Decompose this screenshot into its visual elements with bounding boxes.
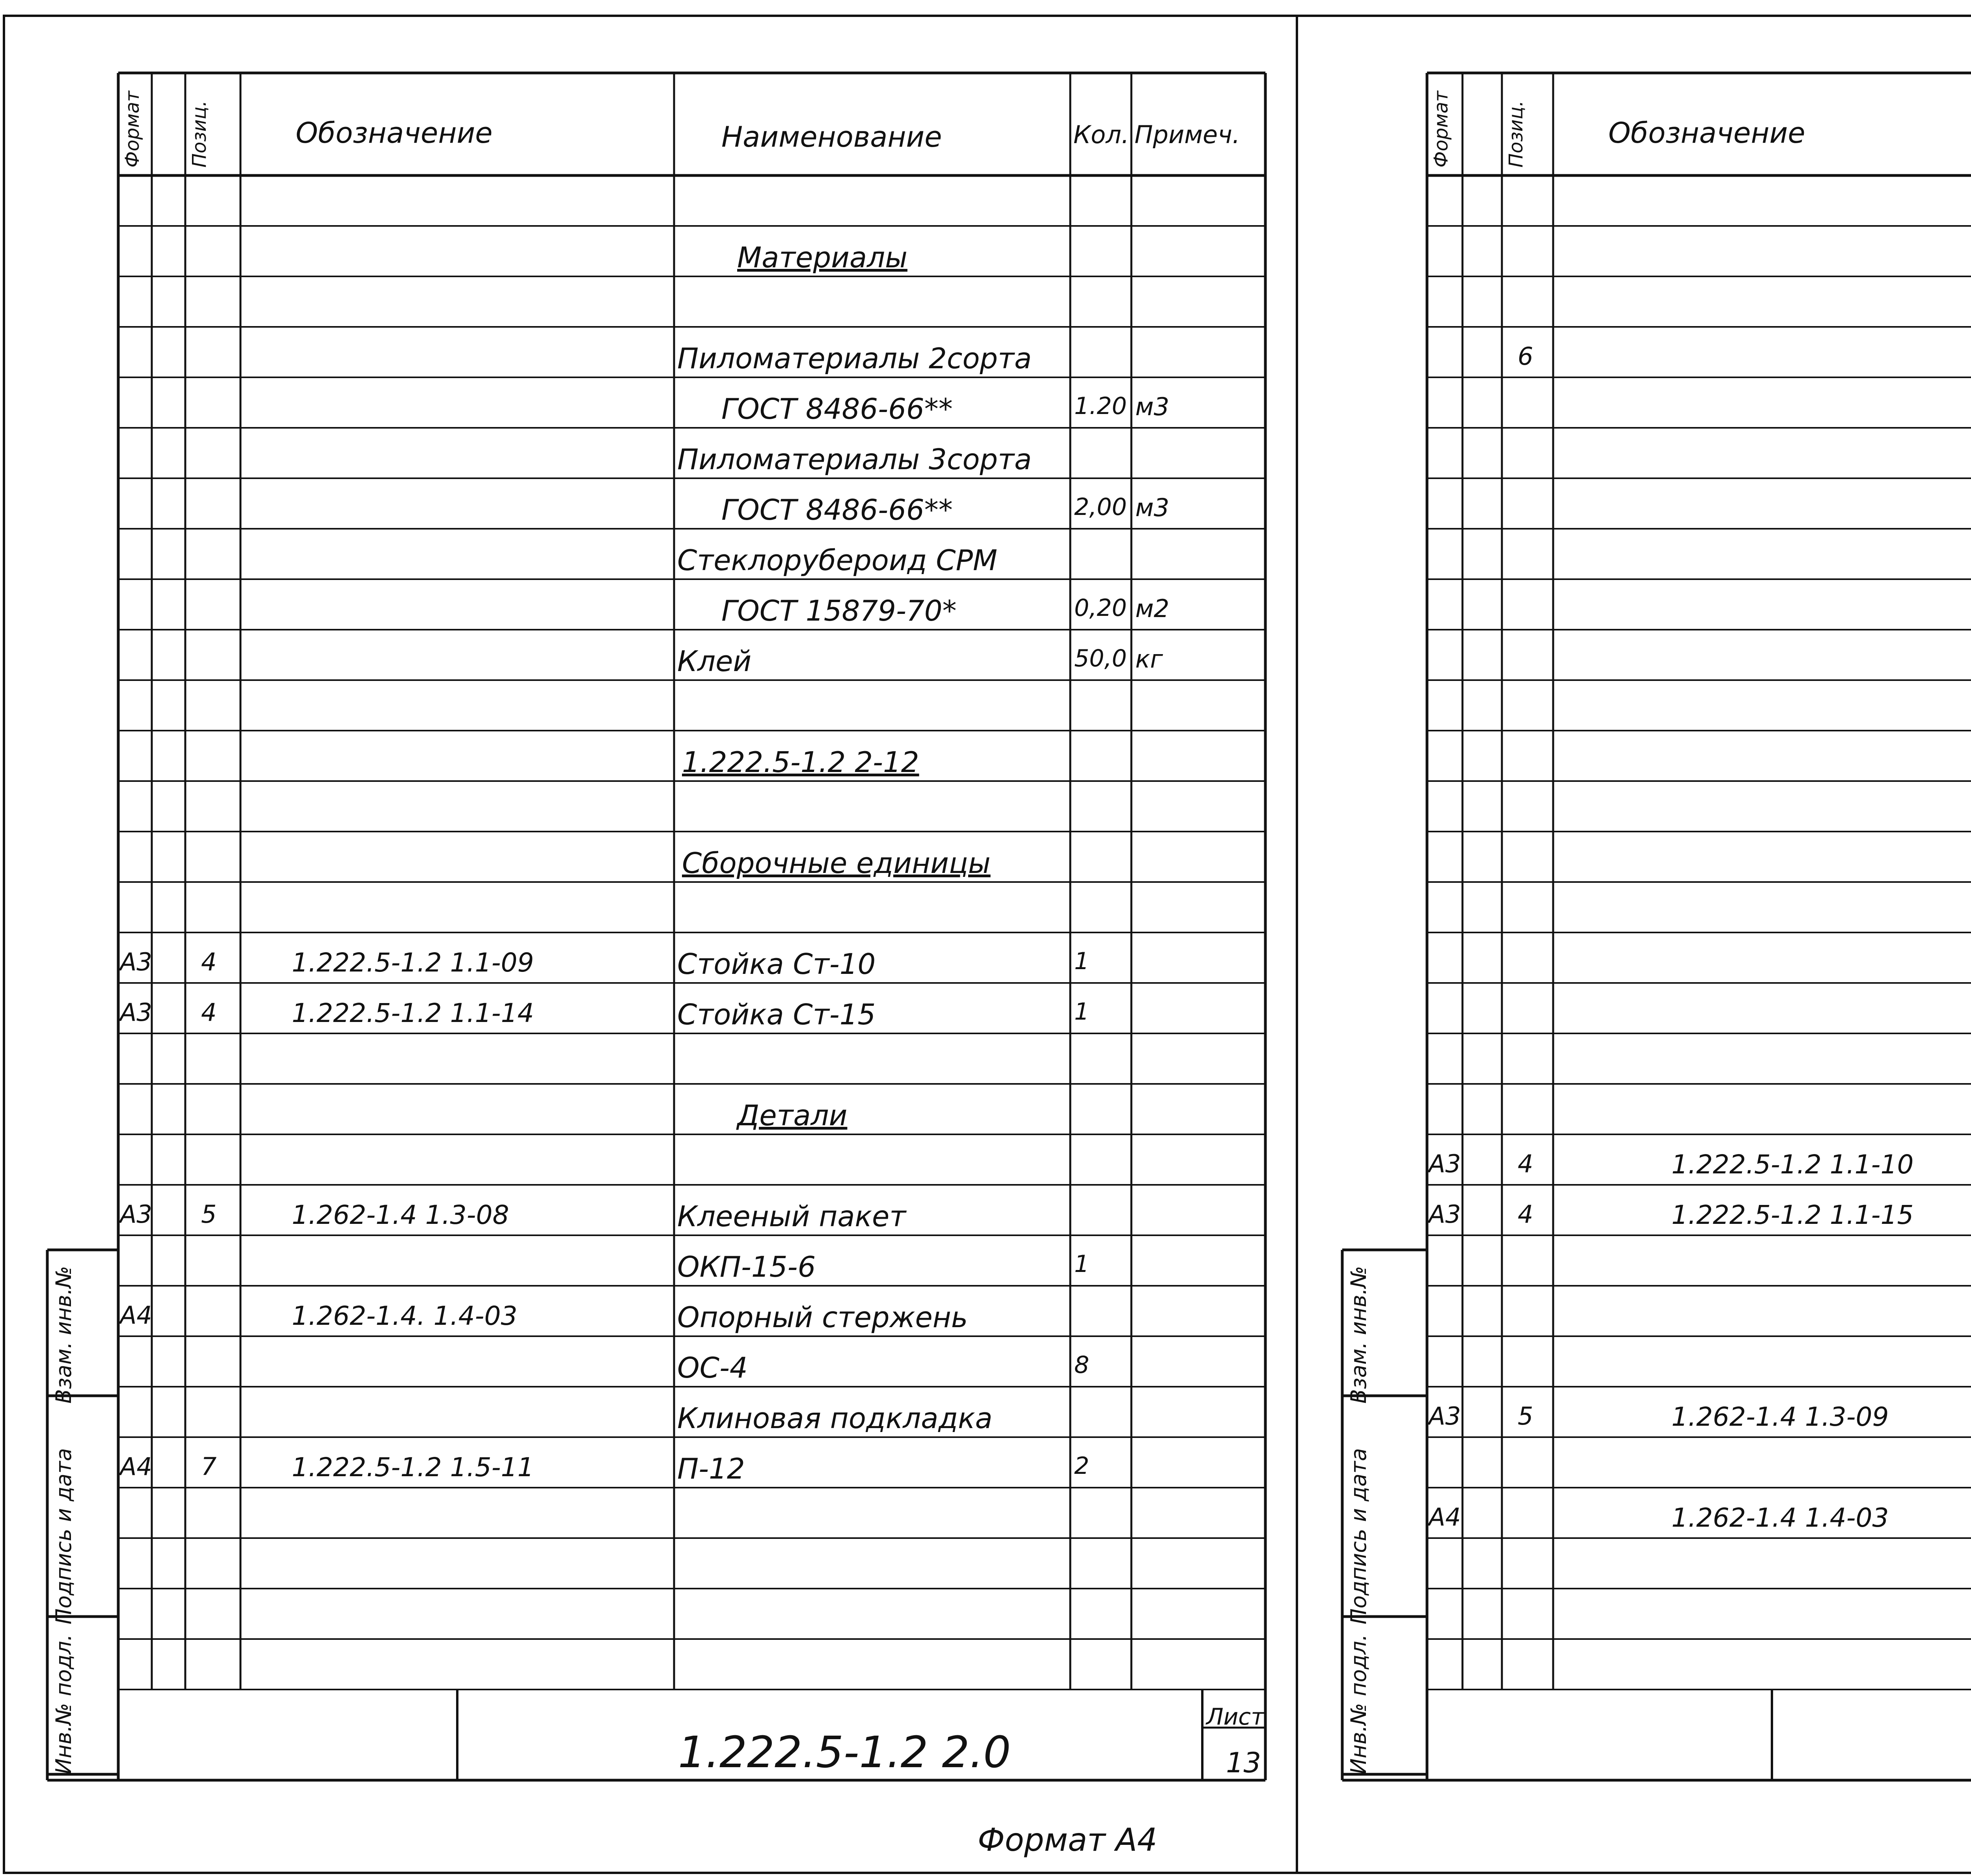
header-name: Наименование	[721, 120, 942, 153]
section-heading: Детали	[737, 1099, 848, 1132]
row-note: кг	[1135, 645, 1163, 673]
header-designation: Обозначение	[1608, 116, 1805, 149]
row-qty: 1	[1074, 998, 1090, 1026]
row-position: 5	[1518, 1402, 1533, 1430]
row-name: ГОСТ 15879-70*	[721, 594, 957, 627]
row-position: 7	[201, 1452, 217, 1481]
section-heading: Сборочные единицы	[682, 847, 991, 880]
row-position: 6	[1518, 342, 1533, 371]
row-qty: 1.20	[1074, 392, 1127, 420]
row-position: 4	[201, 998, 217, 1027]
row-qty: 1	[1074, 947, 1090, 975]
row-designation: 1.222.5-1.2 1.1-09	[292, 947, 534, 978]
right-stamp-replace-inv: Взам. инв.№	[1346, 1266, 1371, 1404]
row-designation: 1.222.5-1.2 1.1-15	[1671, 1200, 1914, 1230]
row-designation: 1.222.5-1.2 1.5-11	[292, 1452, 534, 1483]
row-format: А3	[120, 998, 152, 1027]
row-name: Стойка Ст-10	[677, 947, 876, 981]
row-qty: 50,0	[1074, 645, 1127, 672]
section-heading: Материалы	[737, 241, 907, 274]
row-name: ОКП-15-6	[677, 1250, 816, 1283]
row-note: м2	[1135, 594, 1170, 623]
row-format: А3	[120, 1200, 152, 1229]
row-qty: 2,00	[1074, 493, 1127, 521]
row-note: м3	[1135, 493, 1170, 522]
row-name: ОС-4	[677, 1351, 748, 1384]
row-designation: 1.262-1.4 1.3-08	[292, 1200, 509, 1230]
row-name: ГОСТ 8486-66**	[721, 392, 953, 425]
row-format: А3	[1429, 1200, 1461, 1229]
row-format: А4	[1429, 1503, 1461, 1531]
row-format: А3	[120, 947, 152, 976]
row-designation: 1.262-1.4 1.3-09	[1671, 1402, 1889, 1432]
row-name: П-12	[677, 1452, 745, 1485]
header-note: Примеч.	[1135, 120, 1240, 149]
row-name: Стеклорубероид СРМ	[677, 544, 998, 577]
row-name: Пиломатериалы 3сорта	[677, 443, 1032, 476]
header-format: Формат	[121, 91, 143, 168]
left-title-code: 1.222.5-1.2 2.0	[678, 1727, 1011, 1777]
row-position: 5	[201, 1200, 217, 1229]
row-name: Опорный стержень	[677, 1301, 968, 1334]
row-designation: 1.222.5-1.2 1.1-14	[292, 998, 534, 1028]
right-stamp-inv-orig: Инв.№ подл.	[1346, 1634, 1371, 1774]
left-sheet-label: Лист	[1206, 1703, 1264, 1730]
row-qty: 1	[1074, 1250, 1090, 1278]
row-position: 4	[1518, 1149, 1533, 1178]
row-format: А3	[1429, 1402, 1461, 1430]
row-name: Клееный пакет	[677, 1200, 906, 1233]
left-format-caption: Формат А4	[978, 1822, 1157, 1858]
row-format: А3	[1429, 1149, 1461, 1178]
row-designation: 1.262-1.4 1.4-03	[1671, 1503, 1889, 1533]
header-designation: Обозначение	[296, 116, 493, 149]
row-name: Стойка Ст-15	[677, 998, 876, 1031]
right-stamp-sign-date: Подпись и дата	[1346, 1448, 1371, 1624]
header-position: Позиц.	[1505, 100, 1527, 168]
row-name: Клей	[677, 645, 752, 678]
row-designation: 1.262-1.4. 1.4-03	[292, 1301, 518, 1331]
row-qty: 0,20	[1074, 594, 1127, 622]
left-sheet-number: 13	[1226, 1747, 1261, 1779]
row-format: А4	[120, 1301, 152, 1330]
left-stamp-sign-date: Подпись и дата	[51, 1448, 76, 1624]
row-designation: 1.222.5-1.2 1.1-10	[1671, 1149, 1914, 1180]
row-position: 4	[1518, 1200, 1533, 1229]
row-name: Клиновая подкладка	[677, 1402, 993, 1435]
row-format: А4	[120, 1452, 152, 1481]
row-name: Пиломатериалы 2сорта	[677, 342, 1032, 375]
row-name: ГОСТ 8486-66**	[721, 493, 953, 526]
row-note: м3	[1135, 392, 1170, 421]
section-heading: 1.222.5-1.2 2-12	[682, 746, 919, 779]
left-stamp-inv-orig: Инв.№ подл.	[51, 1634, 76, 1774]
row-position: 4	[201, 947, 217, 976]
header-format: Формат	[1430, 91, 1452, 168]
row-qty: 8	[1074, 1351, 1090, 1379]
header-position: Позиц.	[188, 100, 211, 168]
header-qty: Кол.	[1073, 120, 1129, 149]
row-qty: 2	[1074, 1452, 1090, 1480]
left-stamp-replace-inv: Взам. инв.№	[51, 1266, 76, 1404]
